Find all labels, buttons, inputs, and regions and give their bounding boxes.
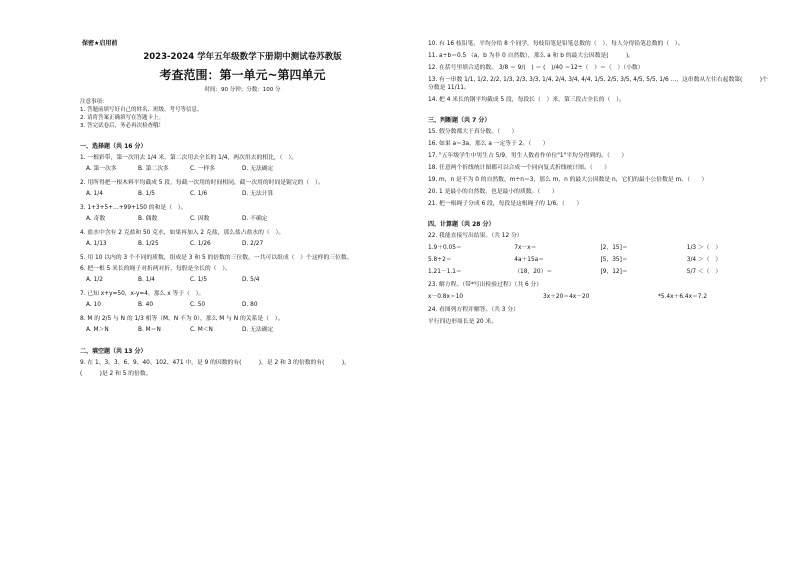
question-continued: ( )是 2 和 5 的倍数。 xyxy=(80,371,152,377)
question: 13. 有一串数 1/1, 1/2, 2/2, 1/3, 2/3, 3/3, 1/4, 2/4, 3/4, 4/4, 1/5, 2/5, 3/5, 4/5, 5/5, 1/6 …，这串数从左往右起数第( )个分数是 11/11。 xyxy=(428,77,768,91)
options xyxy=(86,165,405,174)
question: 1. 一根彩带，第一次用去 1/4 米，第二次用去全长的 1/4，两次用去的相比，（ ）。 xyxy=(80,155,298,161)
calc-item: 3/4 ＞（ ） xyxy=(686,257,722,263)
option: A. 10 xyxy=(86,302,101,308)
calc-item: 1/3 ＞（ ） xyxy=(686,245,722,251)
question: 19. m，n 是不为 0 的自然数，m÷n＝3，那么 m，n 的最大公因数是 n，它们的最小公倍数是 m。（ ） xyxy=(428,177,708,183)
option: B. 第二次多 xyxy=(138,166,169,172)
option: B. 1/5 xyxy=(138,191,155,197)
option: D. 不确定 xyxy=(242,216,268,222)
question: 12. 在括号里填合适的数。 3/8 ＝ 9/( ) ＝ ( )/40 ＝12÷（ ）＝（ ）（小数） xyxy=(428,65,644,71)
calc-item: 5/7 ＜（ ） xyxy=(686,269,722,275)
option: C. M＜N xyxy=(190,327,213,333)
exam-scope: 考查范围：第一单元~第四单元 xyxy=(159,68,326,82)
question: 23. 解方程。（带*写出检验过程）（共 6 分） xyxy=(428,282,543,288)
option: C. 因数 xyxy=(190,216,210,222)
equation: 3x＋20＝4x－20 xyxy=(543,294,590,300)
option: A. 1/2 xyxy=(86,277,103,283)
options xyxy=(86,240,405,249)
option: D. 无法计算 xyxy=(242,191,274,197)
question: 4. 盐水中含有 2 克盐和 50 克水，如果再加入 2 克盐，那么盐占盐水的（ ）。 xyxy=(80,230,285,236)
option: C. 1/5 xyxy=(190,277,208,283)
question: 10. 有 16 枝铅笔，平均分给 8 个同学，每枝铅笔是铅笔总数的（ ），每人分得铅笔总数的（ ）。 xyxy=(428,41,684,47)
option: C. 一样多 xyxy=(190,166,216,172)
question: 20. 1 是最小的自然数，也是最小的质数。（ ） xyxy=(428,189,558,195)
question: 17. "五年级学生中男生占 5/9，男生人数看作单位"1"平均分得到的。（ ） xyxy=(428,153,628,159)
equation-row xyxy=(428,293,773,302)
figure-caption: 平行四边形周长是 20 米。 xyxy=(428,319,498,325)
options xyxy=(86,276,405,285)
option: A. M＞N xyxy=(86,327,109,333)
question: 24. 看图列方程并解答。（共 3 分） xyxy=(428,307,519,313)
option: C. 50 xyxy=(190,302,206,308)
question: 16. 如果 a＝3a，那么 a 一定等于 2。（ ） xyxy=(428,141,549,147)
calc-item: 5.8÷2＝ xyxy=(428,257,452,263)
section-heading: 三、判断题（共 7 分） xyxy=(428,117,491,124)
calc-item: （18，20）＝ xyxy=(514,269,553,275)
options xyxy=(86,326,405,335)
question: 5. 用 10 以内的 3 个不同的质数，组成是 3 和 5 的倍数的三位数，一共可以组成（ ）个这样的三位数。 xyxy=(80,255,353,261)
option: C. 1/6 xyxy=(190,191,208,197)
option: A. 第一次多 xyxy=(86,166,117,172)
secret-mark: 保密★启用前 xyxy=(82,40,118,47)
option: B. 1/4 xyxy=(138,277,155,283)
question: 21. 把一根绳子分成 6 段，每段是这根绳子的 1/6。（ ） xyxy=(428,201,583,207)
section-heading: 四、计算题（共 28 分） xyxy=(428,221,495,228)
calc-item: 1.9＋0.05＝ xyxy=(428,245,462,251)
option: D. 5/4 xyxy=(242,277,260,283)
option: A. 1/13 xyxy=(86,241,107,247)
section-heading: 一、选择题（共 16 分） xyxy=(80,143,147,150)
question: 3. 1+3+5+…+99+150 的和是（ ）。 xyxy=(80,205,187,211)
calc-item: [2，15]＝ xyxy=(600,245,628,251)
calc-row xyxy=(428,256,773,265)
question: 22. 我能直接写出结果。（共 12 分） xyxy=(428,233,523,239)
calc-row xyxy=(428,244,773,253)
right-column xyxy=(428,36,773,330)
calc-item: 7x－x＝ xyxy=(514,245,537,251)
option: A. 1/4 xyxy=(86,191,103,197)
question: 11. a÷b＝0.5 （a，b 为非 0 自然数），那么 a 和 b 的最大公因数是( )。 xyxy=(428,53,635,59)
calc-item: [9，12]＝ xyxy=(600,269,628,275)
section-heading: 二、填空题（共 13 分） xyxy=(80,348,147,355)
options xyxy=(86,301,405,310)
options xyxy=(86,215,405,224)
option: D. 2/27 xyxy=(242,241,264,247)
calc-item: 4a＋15a＝ xyxy=(514,257,545,263)
option: B. 1/25 xyxy=(138,241,159,247)
equation: x－0.8x＝10 xyxy=(428,294,464,300)
note-item: 3. 答完试卷后，务必再次检查哦！ xyxy=(80,123,164,129)
calc-item: [5，35]＝ xyxy=(600,257,628,263)
question: 7. 已知 x+y=50，x-y=4，那么 x 等于（ ）。 xyxy=(80,291,205,297)
option: D. 80 xyxy=(242,302,258,308)
notes-heading: 注意事项： xyxy=(80,99,108,105)
question: 6. 把一根 5 米长的绳子对折两对折，每股是全长的（ ）。 xyxy=(80,266,231,272)
options xyxy=(86,190,405,199)
option: A. 奇数 xyxy=(86,216,106,222)
option: B. 偶数 xyxy=(138,216,158,222)
question: 14. 把 4 米长的钢平均截成 5 段，每段长（ ）米，第三段占全长的（ ）。 xyxy=(428,97,625,103)
question: 15. 假分数都大于真分数。（ ） xyxy=(428,129,518,135)
option: C. 1/26 xyxy=(190,241,211,247)
time-info: 时间：90 分钟；分数：100 分 xyxy=(204,87,281,93)
option: D. 无法确定 xyxy=(242,166,274,172)
option: B. 40 xyxy=(138,302,154,308)
notes xyxy=(80,98,405,130)
equation: *5.4x＋6.4x＝7.2 xyxy=(658,294,708,300)
question: 8. M 的 2/5 与 N 的 1/3 相等（M、N 不为 0），那么 M 与 N 的关系是（ ）。 xyxy=(80,316,284,322)
calc-item: 1.21－1.1＝ xyxy=(428,269,462,275)
option: B. M＝N xyxy=(138,327,161,333)
question: 18. 任意两个折线统计图都可以合成一个同向复式折线统计图。（ ） xyxy=(428,165,611,171)
question: 2. 用所得把一根木料平均截成 5 段，每截一次用的时间相同，截一次用的时间是锯完的（ ）。 xyxy=(80,180,324,186)
note-item: 1. 答题前填写好自己的姓名、班级、考号等信息。 xyxy=(80,107,203,113)
option: D. 无法确定 xyxy=(242,327,274,333)
note-item: 2. 请将答案正确填写在答题卡上。 xyxy=(80,115,164,121)
question: 9. 在 1、3、3、6、9、40、102、471 中，是 9 的因数的有( )，是 2 和 3 的倍数的有( )， xyxy=(80,360,350,366)
exam-title: 2023-2024 学年五年级数学下册期中测试卷苏教版 xyxy=(143,52,342,62)
left-column xyxy=(80,36,405,381)
calc-row xyxy=(428,268,773,277)
